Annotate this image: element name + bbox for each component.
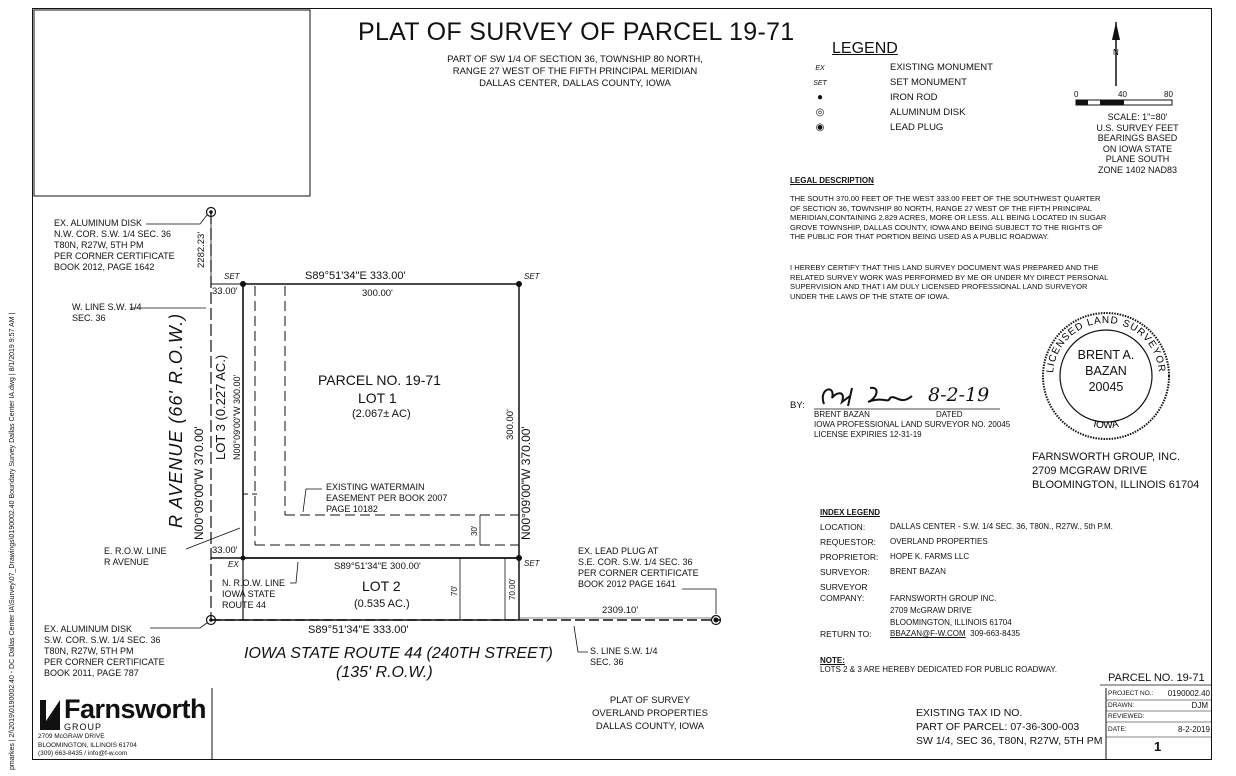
- signer-name: BRENT BAZAN: [814, 410, 870, 419]
- leader-lead-plug: [682, 589, 716, 614]
- lot3-label: LOT 3 (0.227 AC.): [213, 354, 228, 460]
- scale-notes: SCALE: 1"=80' U.S. SURVEY FEET BEARINGS BASED ON IOWA STATE PLANE SOUTH ZONE 1402 NAD83: [1096, 112, 1179, 175]
- logo-group: GROUP: [64, 722, 103, 732]
- index-company: COMPANY: FARNSWORTH GROUP INC. 2709 McGRAW DRIVE BLOOMINGTON, ILLINOIS 61704: [820, 593, 1012, 627]
- legend-item: ◉ LEAD PLUG: [815, 122, 944, 133]
- north-arrow-head: [1112, 22, 1120, 40]
- ex-monument-sw: [241, 556, 246, 561]
- legal-description: THE SOUTH 370.00 FEET OF THE WEST 333.00 FEET OF THE SOUTHWEST QUARTER OF SECTION 36, TOWNSHIP 80 NORTH, RANGE 27 WEST OF THE FIFTH PRINCIPAL MERIDIAN,CONTAINING 2.829 ACRES, MORE OR LESS. ALL BEING LOCATED IN SUGAR GROVE TOWNSHIP, DALLAS COUNTY, IOWA AND BEING SUBJECT TO THE RIGHTS OF THE PUBLIC FOR THAT PORTION BEING USED AS A PUBLIC ROADWAY.: [790, 194, 1107, 242]
- firm-address: FARNSWORTH GROUP, INC. 2709 MCGRAW DRIVE BLOOMINGTON, ILLINOIS 61704: [1032, 451, 1200, 491]
- set-monument-se: [516, 555, 522, 561]
- file-path: pmarkes | 2/\2019\0190002.40 - DC Dallas Center IA\Survey\07_Drawings\0190002.40 Boundary Survey Dallas Center IA.dwg | 8/1/2019 9:57 AM |: [9, 312, 16, 770]
- leader-s-line: [574, 626, 588, 652]
- ex-bl: EX: [228, 560, 239, 569]
- callout-w-line: W. LINE S.W. 1/4 SEC. 36: [72, 302, 142, 323]
- license-no: IOWA PROFESSIONAL LAND SURVEYOR NO. 20045: [814, 420, 1011, 429]
- north-arrow-n: N: [1113, 48, 1119, 57]
- set-br: SET: [524, 559, 540, 568]
- index-surveyor: SURVEYOR: BRENT BAZAN: [820, 567, 946, 577]
- parcel-tag: PARCEL NO. 19-71: [1108, 672, 1205, 684]
- leader-watermain: [303, 489, 322, 512]
- note-text: LOTS 2 & 3 ARE HEREBY DEDICATED FOR PUBLIC ROADWAY.: [820, 665, 1057, 674]
- legend-item: ◎ ALUMINUM DISK: [815, 107, 966, 118]
- callout-n-row: N. R.O.W. LINE IOWA STATE ROUTE 44: [222, 578, 286, 610]
- nw-offset: 33.00': [212, 286, 238, 297]
- dim-2282-label: 2282.23': [196, 231, 207, 268]
- legal-heading: LEGAL DESCRIPTION: [790, 176, 874, 185]
- route-label: IOWA STATE ROUTE 44 (240TH STREET): [244, 645, 553, 662]
- scale-tick-80: 80: [1164, 90, 1173, 99]
- r-avenue-label: R AVENUE (66' R.O.W.): [166, 312, 186, 528]
- index-company-label-1: SURVEYOR: [820, 582, 868, 592]
- index-requestor: REQUESTOR: OVERLAND PROPERTIES: [820, 537, 988, 547]
- route-row-label: (135' R.O.W.): [336, 664, 433, 681]
- subtitle: [420, 54, 730, 90]
- set-monument-ne: [516, 281, 522, 287]
- license-expiry: LICENSE EXPIRIES 12-31-19: [814, 430, 922, 439]
- mid-bearing: S89°51'34"E 300.00': [334, 561, 421, 572]
- north-bearing: S89°51'34"E 333.00': [305, 270, 406, 282]
- set-monument-nw: [240, 281, 246, 287]
- page-title: PLAT OF SURVEY OF PARCEL 19-71: [358, 18, 795, 46]
- index-legend-heading: INDEX LEGEND: [820, 508, 881, 517]
- callout-sw-disk: EX. ALUMINUM DISK S.W. COR. S.W. 1/4 SEC. 36 T80N, R27W, 5TH PM PER CORNER CERTIFICATE BOOK 2011, PAGE 787: [44, 624, 165, 678]
- callout-e-row: E. R.O.W. LINE R AVENUE: [104, 546, 167, 567]
- subtitle-line-1: PART OF SW 1/4 OF SECTION 36, TOWNSHIP 80 NORTH,: [447, 54, 703, 65]
- dim-2309-label: 2309.10': [602, 605, 639, 616]
- scale-bar-seg-2: [1100, 100, 1124, 105]
- legend-item: ● IRON ROD: [816, 92, 938, 103]
- index-location: LOCATION: DALLAS CENTER - S.W. 1/4 SEC. 36, T80N., R27W., 5th P.M.: [820, 522, 1113, 532]
- parcel-boundary: [243, 284, 519, 558]
- callout-watermain: EXISTING WATERMAIN EASEMENT PER BOOK 2007 PAGE 10182: [326, 482, 448, 514]
- subtitle-line-3: DALLAS CENTER, DALLAS COUNTY, IOWA: [479, 78, 671, 89]
- index-proprietor: PROPRIETOR: HOPE K. FARMS LLC: [820, 552, 970, 562]
- dim-70-label: 70': [450, 585, 459, 596]
- index-return: RETURN TO: BBAZAN@F-W.COM 309-663-8435: [820, 629, 1020, 639]
- lot2-area: (0.535 AC.): [354, 598, 410, 610]
- callout-s-line: S. LINE S.W. 1/4 SEC. 36: [590, 646, 658, 667]
- set-tl: SET: [224, 272, 240, 281]
- leader-n-row: [290, 562, 298, 583]
- scale-bar-seg-1: [1076, 100, 1088, 105]
- lot2-label: LOT 2: [362, 578, 401, 594]
- tb-center: PLAT OF SURVEY OVERLAND PROPERTIES DALLAS COUNTY, IOWA: [592, 695, 708, 732]
- scale-tick-40: 40: [1118, 90, 1127, 99]
- legend-title: LEGEND: [832, 40, 898, 57]
- legend-item: SET SET MONUMENT: [813, 77, 967, 88]
- legend-item: EX EXISTING MONUMENT: [815, 62, 993, 73]
- return-email[interactable]: BBAZAN@F-W.COM: [890, 629, 966, 638]
- lot1-area: (2.067± AC): [352, 408, 411, 420]
- lot3-bearing: N00°09'00"W 300.00': [232, 374, 242, 460]
- dated-label: DATED: [936, 410, 963, 419]
- blank-box: [34, 10, 310, 196]
- east-inner-dist: 300.00': [505, 409, 516, 440]
- north-inner-dist: 300.00': [362, 288, 393, 299]
- tb-tax-info: EXISTING TAX ID NO. PART OF PARCEL: 07-36-300-003 SW 1/4, SEC 36, T80N, R27W, 5TH PM: [916, 707, 1103, 747]
- company-address: 2709 McGRAW DRIVE BLOOMINGTON, ILLINOIS 61704 (309) 663-8435 / info@f-w.com: [38, 733, 137, 757]
- set-tr: SET: [524, 272, 540, 281]
- scale-tick-0: 0: [1074, 90, 1079, 99]
- subtitle-line-2: RANGE 27 WEST OF THE FIFTH PRINCIPAL MERIDIAN: [452, 66, 698, 77]
- callout-lead-plug: EX. LEAD PLUG AT S.E. COR. S.W. 1/4 SEC. 36 PER CORNER CERTIFICATE BOOK 2012 PAGE 1641: [578, 546, 699, 589]
- signature-date: 8-2-19: [928, 384, 990, 406]
- note-label: NOTE:: [820, 656, 845, 665]
- seal-top-text: LICENSED LAND SURVEYOR: [1045, 314, 1168, 374]
- signature-by: BY:: [790, 400, 805, 411]
- parcel-label: PARCEL NO. 19-71: [318, 372, 441, 388]
- dim-30-label: 30': [470, 525, 479, 536]
- south-bearing: S89°51'34"E 333.00': [308, 624, 409, 636]
- east-bearing: N00°09'00"W 370.00': [519, 426, 533, 540]
- callout-nw-disk: EX. ALUMINUM DISK N.W. COR. S.W. 1/4 SEC. 36 T80N, R27W, 5TH PM PER CORNER CERTIFICATE BOOK 2012, PAGE 1642: [54, 218, 175, 272]
- seal-bottom-text: IOWA: [1092, 418, 1120, 432]
- certification: I HEREBY CERTIFY THAT THIS LAND SURVEY DOCUMENT WAS PREPARED AND THE RELATED SURVEY WORK WAS PERFORMED BY ME OR UNDER MY DIRECT PERSONAL SUPERVISION AND THAT I AM DULY LICENSED PROFESSIONAL LAND SURVEYOR UNDER THE LAWS OF THE STATE OF IOWA.: [790, 263, 1109, 301]
- sheet-number: 1: [1154, 739, 1162, 754]
- seal-name: BRENT A. BAZAN 20045: [1077, 348, 1135, 394]
- signature-image: [830, 384, 927, 408]
- sw-offset: 33.00': [212, 545, 238, 556]
- dim-70-00-label: 70.00': [508, 578, 517, 600]
- west-bearing: N00°09'00"W 370.00': [192, 426, 206, 540]
- lot1-label: LOT 1: [358, 390, 397, 406]
- logo-wordmark: Farnsworth: [64, 694, 207, 724]
